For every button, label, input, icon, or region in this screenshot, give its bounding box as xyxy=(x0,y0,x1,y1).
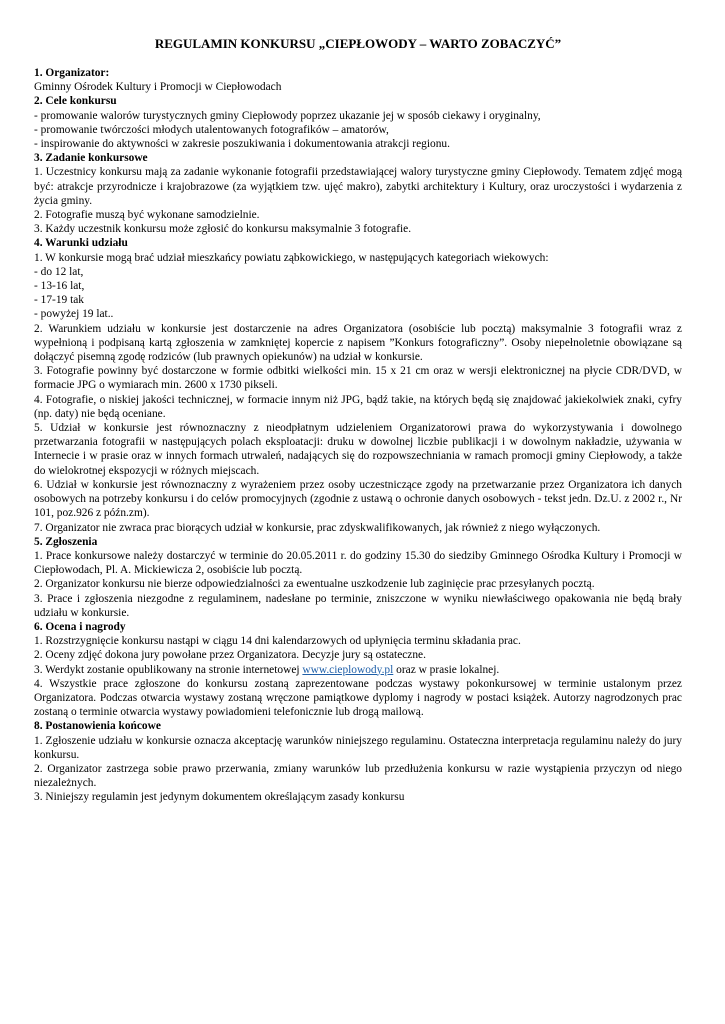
paragraph: 3. Każdy uczestnik konkursu może zgłosić do konkursu maksymalnie 3 fotografie. xyxy=(34,223,412,236)
paragraph: 2. Warunkiem udziału w konkursie jest dostarczenie na adres Organizatora (osobiście lub pocztą) maksymalnie 3 fotografii wraz z wypełnioną i podpisaną kartą zgłoszenia w zamkniętej kopercie z napisem ”Konkurs fotograficzny”. Osoby niepełnoletnie obowiązane są dołączyć pisemną zgodę rodziców (lub prawnych opiekunów) na udział w konkursie. xyxy=(34,322,682,364)
section-heading: 4. Warunki udziału xyxy=(34,237,128,250)
paragraph: 3. Niniejszy regulamin jest jedynym dokumentem określającym zasady konkursu xyxy=(34,791,405,804)
list-item: - do 12 lat, xyxy=(34,265,84,278)
paragraph: 2. Oceny zdjęć dokona jury powołane przez Organizatora. Decyzje jury są ostateczne. xyxy=(34,649,426,662)
paragraph: 2. Organizator zastrzega sobie prawo przerwania, zmiany warunków lub przedłużenia konkursu w razie wystąpienia przyczyn od niego niezależnych. xyxy=(34,762,682,790)
section-heading: 1. Organizator: xyxy=(34,67,110,79)
section-heading: 6. Ocena i nagrody xyxy=(34,620,126,633)
section-task xyxy=(34,151,682,236)
section-conditions xyxy=(34,236,682,534)
section-evaluation xyxy=(34,620,682,719)
paragraph xyxy=(34,663,682,677)
section-final-provisions xyxy=(34,719,682,804)
section-heading: 8. Postanowienia końcowe xyxy=(34,720,161,733)
document-title: REGULAMIN KONKURSU „CIEPŁOWODY – WARTO ZOBACZYĆ” xyxy=(154,36,562,51)
paragraph: 4. Fotografie, o niskiej jakości technicznej, w formacie innym niż JPG, bądź takie, na których będą się znajdować jakiekolwiek znaki, cyfry (np. daty) nie będą oceniane. xyxy=(34,393,682,420)
list-item: - promowanie walorów turystycznych gminy Ciepłowody poprzez ukazanie jej w sposób ciekawy i oryginalny, xyxy=(34,109,541,122)
paragraph: 1. Zgłoszenie udziału w konkursie oznacza akceptację warunków niniejszego regulaminu. Ostateczna interpretacja regulaminu należy do jury konkursu. xyxy=(34,734,682,761)
section-heading: 2. Cele konkursu xyxy=(34,95,117,108)
paragraph: 1. Rozstrzygnięcie konkursu nastąpi w ciągu 14 dni kalendarzowych od upłynięcia terminu składania prac. xyxy=(34,635,521,648)
paragraph: 1. Prace konkursowe należy dostarczyć w terminie do 20.05.2011 r. do godziny 15.30 do siedziby Gminnego Ośrodka Kultury i Promocji w Ciepłowodach, Pl. A. Mickiewicza 2, osobiście lub pocztą. xyxy=(34,549,682,577)
section-goals xyxy=(34,94,682,151)
list-item: - 13-16 lat, xyxy=(34,280,85,293)
paragraph: 4. Wszystkie prace zgłoszone do konkursu zostaną zaprezentowane podczas wystawy pokonkursowej w terminie ustalonym przez Organizatora. Podczas otwarcia wystawy zostaną wręczone pamiątkowe dyplomy i nagrody w postaci książek. Autorzy nagrodzonych prac zostaną o terminie otwarcia wystawy powiadomieni telefonicznie lub drogą mailową. xyxy=(34,677,682,719)
list-item: - inspirowanie do aktywności w zakresie poszukiwania i dokumentowania atrakcji regionu. xyxy=(34,138,450,151)
section-heading: 3. Zadanie konkursowe xyxy=(34,152,148,165)
paragraph: 2. Organizator konkursu nie bierze odpowiedzialności za ewentualne uszkodzenie lub zaginięcie prac przesyłanych pocztą. xyxy=(34,578,595,591)
paragraph: 1. W konkursie mogą brać udział mieszkańcy powiatu ząbkowickiego, w następujących kategoriach wiekowych: xyxy=(34,251,549,264)
list-item: - 17-19 tak xyxy=(34,294,84,307)
section-organizer xyxy=(34,66,682,94)
section-heading: 5. Zgłoszenia xyxy=(34,535,98,548)
paragraph: 2. Fotografie muszą być wykonane samodzielnie. xyxy=(34,209,260,222)
paragraph: 6. Udział w konkursie jest równoznaczny z wyrażeniem przez osoby uczestniczące zgody na przetwarzanie przez Organizatora ich danych osobowych na potrzeby konkursu i do celów promocyjnych (zgodnie z ustawą o ochronie danych osobowych - tekst jedn. Dz.U. z 2002 r., Nr 101, poz.926 z późn.zm). xyxy=(34,478,682,520)
section-submissions xyxy=(34,535,682,620)
list-item: - powyżej 19 lat.. xyxy=(34,308,114,321)
paragraph: 3. Prace i zgłoszenia niezgodne z regulaminem, nadesłane po terminie, zniszczone w wyniku niewłaściwego opakowania nie będą brały udziału w konkursie. xyxy=(34,592,682,619)
list-item: - promowanie twórczości młodych utalentowanych fotografików – amatorów, xyxy=(34,123,389,136)
paragraph: 3. Fotografie powinny być dostarczone w formie odbitki wielkości min. 15 x 21 cm oraz w wersji elektronicznej na płycie CDR/DVD, w formacie JPG o wymiarach min. 2600 x 1730 pikseli. xyxy=(34,365,682,392)
paragraph: 1. Uczestnicy konkursu mają za zadanie wykonanie fotografii przedstawiającej walory turystyczne gminy Ciepłowody. Tematem zdjęć mogą być: atrakcje przyrodnicze i krajobrazowe (za wyjątkiem tzw. ujęć makro), zabytki architektury i Kultury, oraz uroczystości i wydarzenia z życia gminy. xyxy=(34,166,682,207)
document-page xyxy=(34,36,682,805)
paragraph: Gminny Ośrodek Kultury i Promocji w Ciepłowodach xyxy=(34,81,282,94)
paragraph: 5. Udział w konkursie jest równoznaczny z nieodpłatnym udzieleniem Organizatorowi prawa do wykorzystywania i dowolnego przetwarzania fotografii w następujących polach eksploatacji: druku w dowolnej liczbie publikacji i w dowolnym nakładzie, używania w Internecie i w prasie oraz w innych formach utrwaleń, nadających się do rozpowszechniania w ramach promocji gminy Ciepłowody, a także do wielokrotnej ekspozycji w różnych miejscach. xyxy=(34,422,682,477)
text: 3. Werdykt zostanie opublikowany na stronie internetowej xyxy=(34,663,303,676)
text: oraz w prasie lokalnej. xyxy=(393,663,500,676)
paragraph: 7. Organizator nie zwraca prac biorących udział w konkursie, prac zdyskwalifikowanych, jak również z niego wyłączonych. xyxy=(34,521,601,534)
website-link[interactable]: www.cieplowody.pl xyxy=(302,663,394,676)
